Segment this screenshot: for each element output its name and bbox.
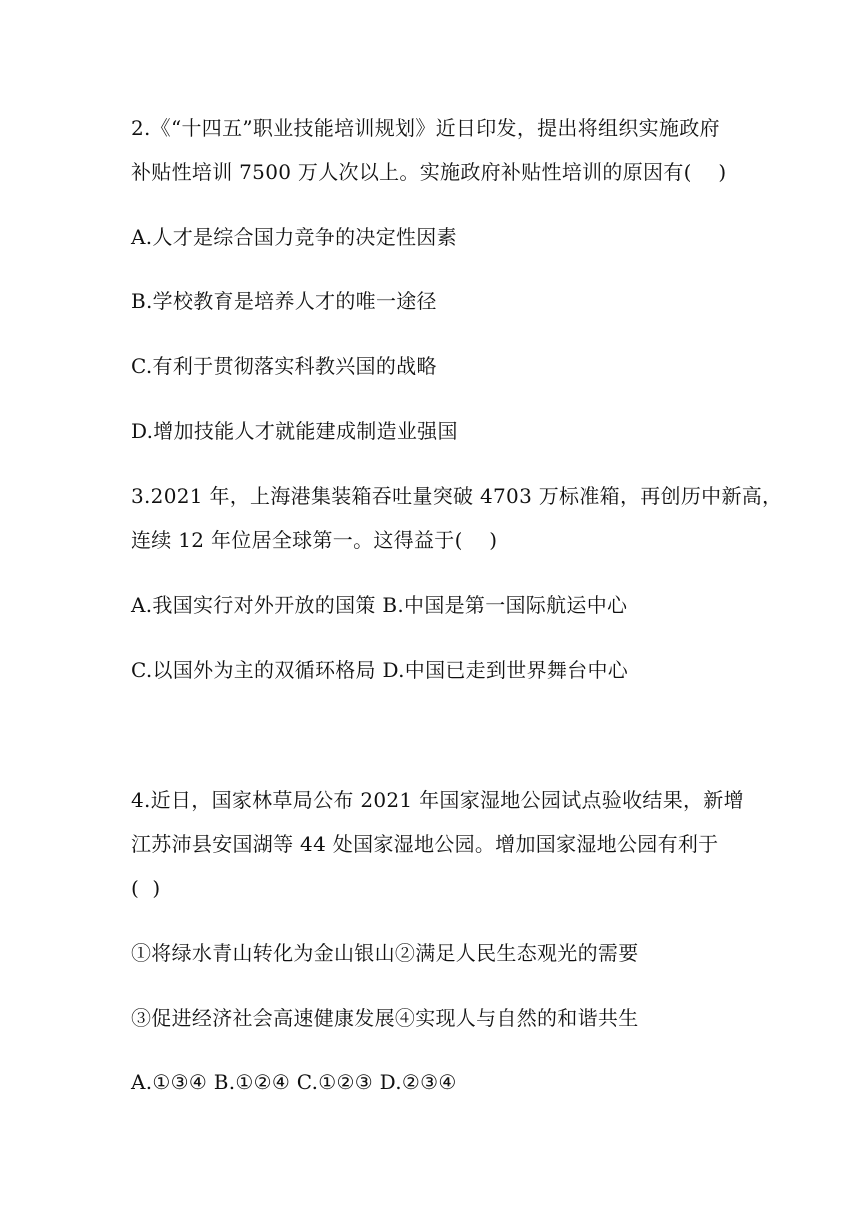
- question-4-stem-line-3: ( ): [131, 876, 161, 900]
- question-3-options-cd: C.以国外为主的双循环格局 D.中国已走到世界舞台中心: [131, 658, 629, 682]
- question-2-option-a: A.人才是综合国力竞争的决定性因素: [131, 225, 457, 249]
- question-3-stem-line-1: 3.2021 年，上海港集装箱吞吐量突破 4703 万标准箱，再创历中新高，: [131, 484, 783, 508]
- question-4-stem-line-1: 4.近日，国家林草局公布 2021 年国家湿地公园试点验收结果，新增: [131, 788, 744, 812]
- question-2-option-d: D.增加技能人才就能建成制造业强国: [131, 419, 458, 443]
- question-4-statement-line-2: ③促进经济社会高速健康发展④实现人与自然的和谐共生: [131, 1006, 639, 1030]
- question-3-options-ab: A.我国实行对外开放的国策 B.中国是第一国际航运中心: [131, 593, 628, 617]
- question-2-stem-line-1: 2.《“十四五”职业技能培训规划》近日印发，提出将组织实施政府: [131, 116, 720, 140]
- question-4-stem-line-2: 江苏沛县安国湖等 44 处国家湿地公园。增加国家湿地公园有利于: [131, 832, 719, 856]
- question-2-option-b: B.学校教育是培养人才的唯一途径: [131, 289, 437, 313]
- question-4-statement-line-1: ①将绿水青山转化为金山银山②满足人民生态观光的需要: [131, 941, 639, 965]
- question-4-options: A.①③④ B.①②④ C.①②③ D.②③④: [131, 1070, 457, 1094]
- question-3-stem-line-2: 连续 12 年位居全球第一。这得益于( ): [131, 528, 498, 552]
- question-2-option-c: C.有利于贯彻落实科教兴国的战略: [131, 354, 437, 378]
- question-2-stem-line-2: 补贴性培训 7500 万人次以上。实施政府补贴性培训的原因有( ): [131, 160, 727, 184]
